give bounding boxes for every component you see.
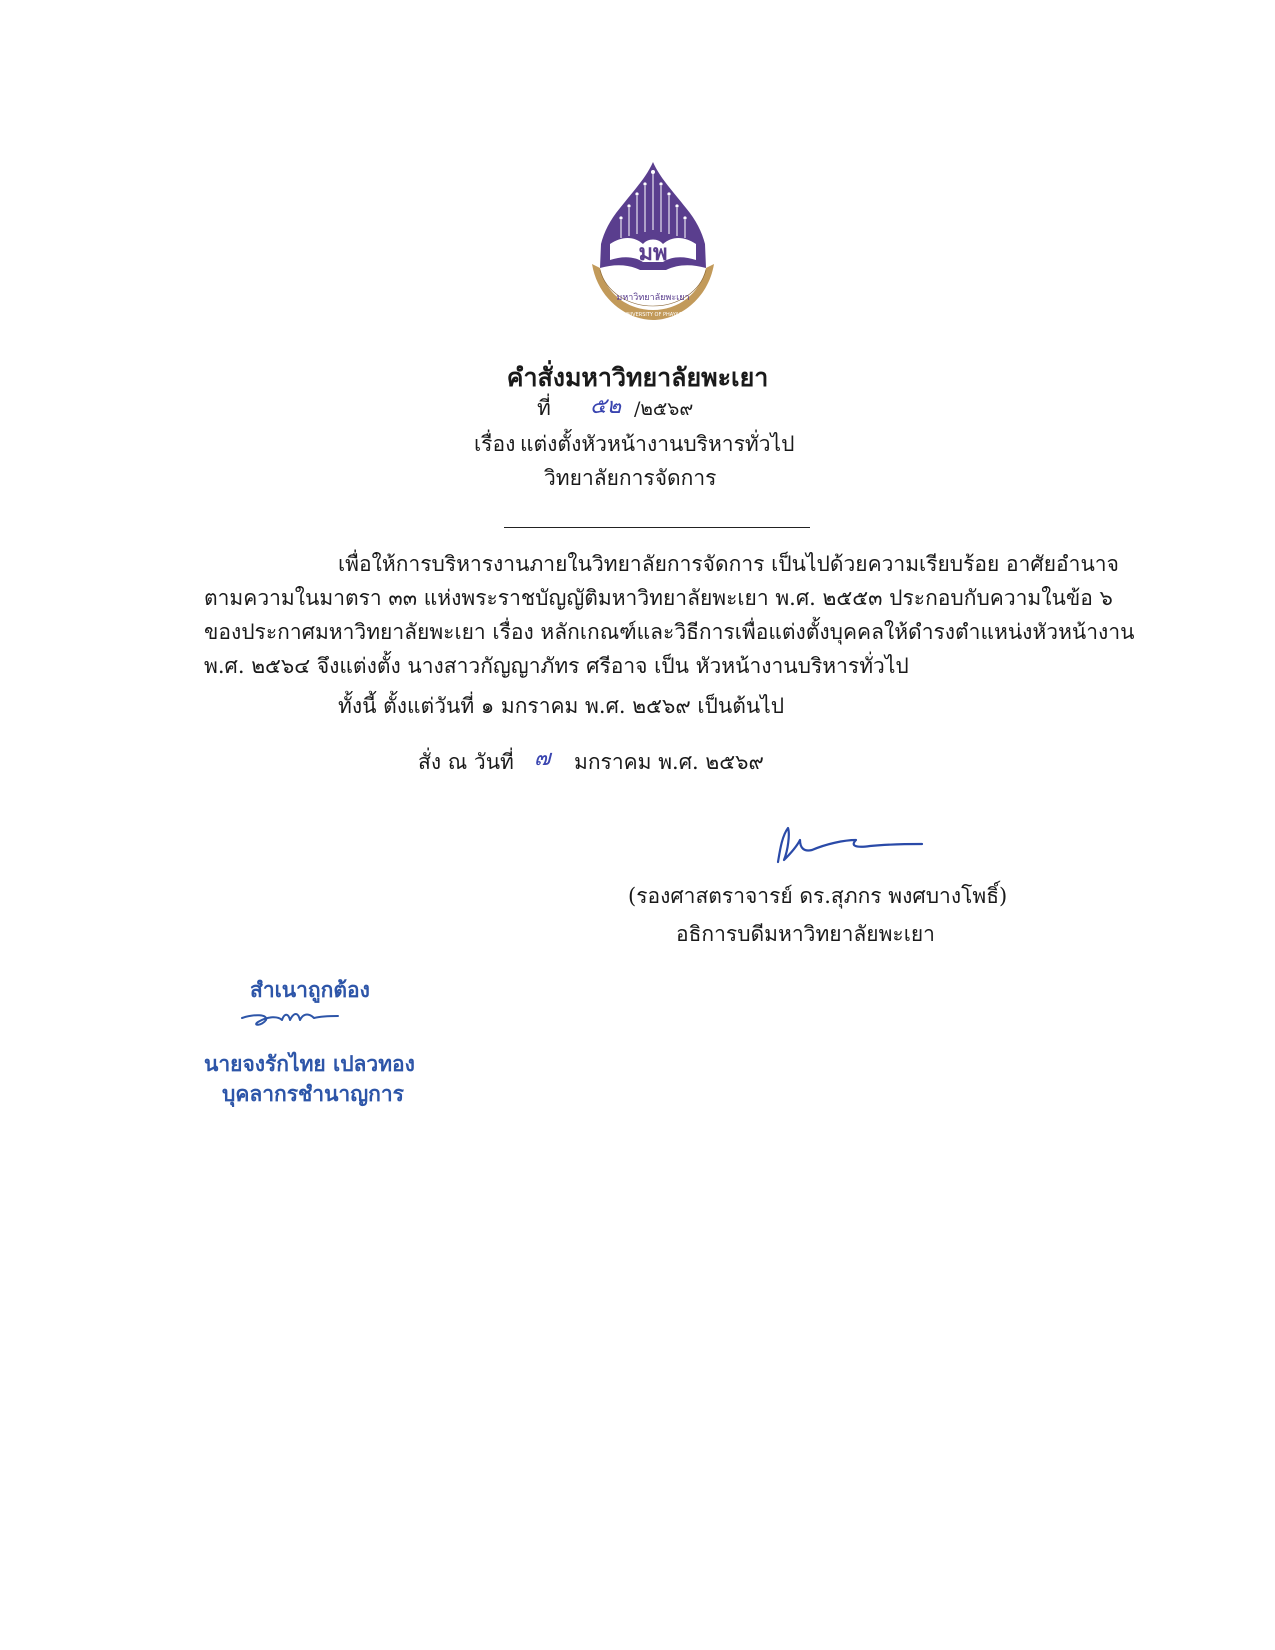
effective-date-line: ทั้งนี้ ตั้งแต่วันที่ ๑ มกราคม พ.ศ. ๒๕๖๙ เป็นต้นไป — [338, 694, 785, 718]
president-signature — [770, 820, 930, 870]
certifier-position: บุคลากรชำนาญการ — [222, 1081, 404, 1106]
certified-copy-label: สำเนาถูกต้อง — [250, 977, 370, 1002]
paragraph-line-2: ตามความในมาตรา ๓๓ แห่งพระราชบัญญัติมหาวิทยาลัยพะเยา พ.ศ. ๒๕๕๓ ประกอบกับความในข้อ ๖ — [204, 586, 1113, 610]
subject-line-2: วิทยาลัยการจัดการ — [544, 466, 717, 490]
order-number-year: /๒๕๖๙ — [634, 398, 694, 420]
paragraph-line-4: พ.ศ. ๒๕๖๔ จึงแต่งตั้ง นางสาวกัญญาภัทร ศรีอาจ เป็น หัวหน้างานบริหารทั่วไป — [204, 654, 909, 678]
ordered-date-suffix: มกราคม พ.ศ. ๒๕๖๙ — [574, 750, 764, 774]
order-number-label: ที่ — [537, 396, 551, 420]
document-title: คำสั่งมหาวิทยาลัยพะเยา — [506, 363, 769, 392]
header-divider — [504, 527, 810, 528]
signatory-position: อธิการบดีมหาวิทยาลัยพะเยา — [676, 922, 935, 946]
certifier-name: นายจงรักไทย เปลวทอง — [204, 1051, 415, 1076]
university-logo — [588, 160, 718, 325]
subject-label: เรื่อง — [474, 432, 516, 456]
paragraph-line-3: ของประกาศมหาวิทยาลัยพะเยา เรื่อง หลักเกณฑ์และวิธีการเพื่อแต่งตั้งบุคคลให้ดำรงตำแหน่งหัวหน้างาน — [204, 620, 1135, 644]
order-number-handwritten: ๕๒ — [590, 394, 622, 419]
svg-text:UNIVERSITY OF PHAYAO: UNIVERSITY OF PHAYAO — [623, 312, 683, 318]
signatory-name: (รองศาสตราจารย์ ดร.สุภกร พงศบางโพธิ์) — [628, 884, 1008, 908]
svg-text:มพ: มพ — [638, 241, 668, 266]
subject-line-1: แต่งตั้งหัวหน้างานบริหารทั่วไป — [520, 432, 795, 456]
ordered-day-handwritten: ๗ — [534, 746, 551, 771]
ordered-date-prefix: สั่ง ณ วันที่ — [418, 750, 514, 774]
svg-text:มหาวิทยาลัยพะเยา: มหาวิทยาลัยพะเยา — [616, 293, 690, 303]
certifier-signature — [238, 1004, 348, 1034]
paragraph-line-1: เพื่อให้การบริหารงานภายในวิทยาลัยการจัดการ เป็นไปด้วยความเรียบร้อย อาศัยอำนาจ — [338, 552, 1119, 576]
